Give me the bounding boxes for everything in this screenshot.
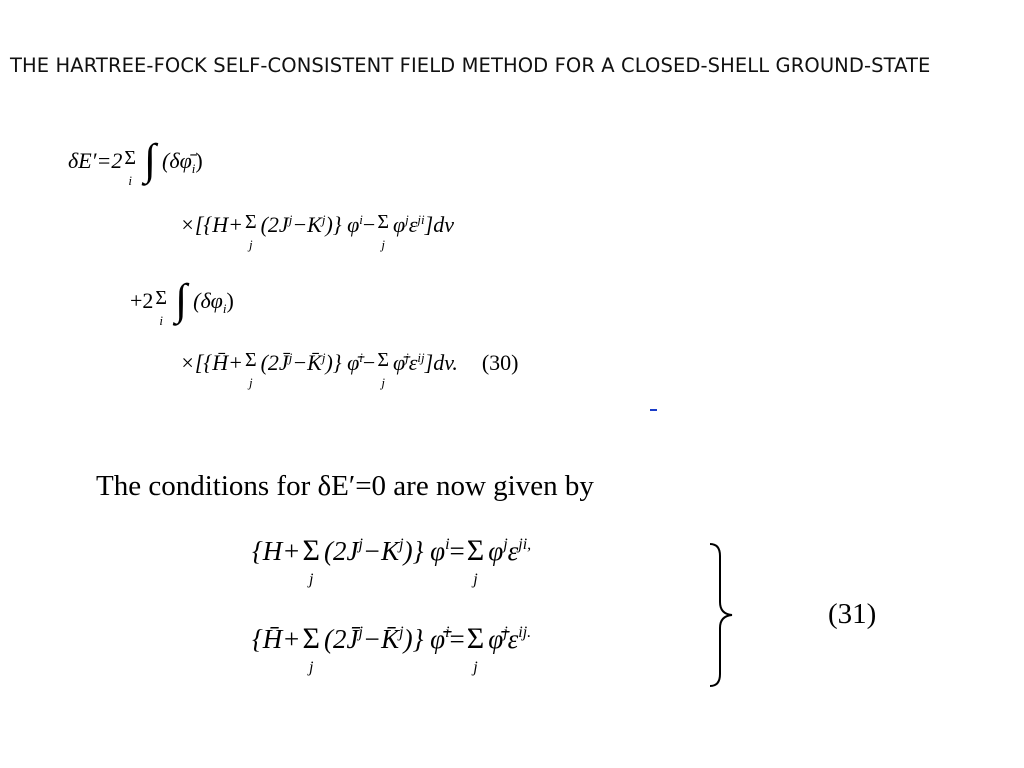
eq30-line4-phi: φ̄ bbox=[392, 350, 406, 375]
eq30-line4-mid: (2J̄ bbox=[260, 350, 289, 375]
eq30-line2-phi: φ bbox=[392, 212, 406, 237]
sum-symbol: Σ j bbox=[244, 211, 257, 252]
eq31-row2-mid: (2J̄ bbox=[323, 624, 359, 654]
eq31-row-2: {H̄+ Σ j (2J̄ j −K̄ j )} φ̄ i = Σ j φ̄ j ε ij. bbox=[252, 622, 532, 676]
eq30-line4-open: ×[{H̄+ bbox=[180, 350, 243, 375]
eq30-line4-dash: − bbox=[362, 350, 376, 375]
conditions-text: The conditions for δE′=0 are now given by bbox=[96, 470, 594, 502]
slide-title: THE HARTREE-FOCK SELF-CONSISTENT FIELD METHOD FOR A CLOSED-SHELL GROUND-STATE bbox=[10, 54, 931, 77]
eq30-line-3 bbox=[130, 275, 234, 328]
eq30-line-4: ×[{H̄+ Σ j (2J̄ j −K̄ j )} φ̄ i − Σ j φ̄ j ε ij ]dv. (30) bbox=[180, 349, 519, 390]
eq31-row1-phi: φ bbox=[488, 536, 504, 566]
eq30-line3-lhs: +2 bbox=[130, 288, 154, 313]
blue-mark bbox=[650, 409, 657, 411]
sum-symbol: Σ i bbox=[124, 147, 136, 188]
eq30-integrand-1: $(\delta\varphī_i)$ bbox=[162, 148, 203, 176]
eq31-row2-phi: φ̄ bbox=[488, 624, 504, 654]
sum-symbol: Σ j bbox=[377, 211, 389, 252]
eq30-line-2: ×[{H+ Σ j (2J j −K j )} φ i − Σ j φ j ε ji ]dv bbox=[180, 211, 454, 252]
eq31-row2-minus: −K̄ bbox=[362, 624, 400, 654]
eq31-row1-close: )} φ bbox=[403, 536, 446, 566]
sum-symbol: Σ j bbox=[302, 622, 320, 676]
equation-number-30: (30) bbox=[481, 350, 519, 375]
eq31-row2-eq: = bbox=[449, 624, 465, 654]
eq30-line2-minus: −K bbox=[292, 212, 322, 237]
eq30-lhs: δE′=2 bbox=[68, 148, 123, 173]
integral-symbol: ∫ bbox=[143, 135, 157, 184]
eq31-row1-open: {H+ bbox=[252, 536, 301, 566]
sum-symbol: Σ j bbox=[466, 534, 485, 588]
sum-symbol: Σ j bbox=[377, 349, 389, 390]
sum-symbol: Σ i bbox=[155, 287, 168, 328]
right-brace bbox=[704, 540, 744, 690]
eq30-line4-minus: −K̄ bbox=[292, 350, 322, 375]
sum-symbol: Σ j bbox=[244, 349, 257, 390]
eq30-line2-open: ×[{H+ bbox=[180, 212, 243, 237]
eq30-line4-close: )} φ̄ bbox=[325, 350, 360, 375]
eq31-row2-close: )} φ̄ bbox=[403, 624, 446, 654]
eq31-row1-minus: −K bbox=[362, 536, 400, 566]
eq31-row1-mid: (2J bbox=[323, 536, 359, 566]
integral-symbol: ∫ bbox=[175, 275, 188, 324]
eq30-line2-dash: − bbox=[362, 212, 376, 237]
eq31-row2-eps: ε bbox=[507, 624, 519, 654]
eq30-line2-eps: ε bbox=[408, 212, 418, 237]
eq30-line-1 bbox=[68, 135, 203, 188]
eq30-line2-end: ]dv bbox=[424, 212, 454, 237]
sum-symbol: Σ j bbox=[302, 534, 320, 588]
eq31-row-1: {H+ Σ j (2J j −K j )} φ i = Σ j φ j ε ji, bbox=[252, 534, 532, 588]
equation-number-31: (31) bbox=[828, 598, 877, 630]
sum-symbol: Σ j bbox=[466, 622, 485, 676]
eq30-line2-close: )} φ bbox=[325, 212, 360, 237]
eq30-line4-eps: ε bbox=[408, 350, 418, 375]
eq30-line4-end: ]dv. bbox=[424, 350, 458, 375]
eq31-row1-eps: ε bbox=[507, 536, 519, 566]
eq31-row1-eq: = bbox=[449, 536, 465, 566]
eq30-integrand-2: $(\delta\varphi_i)$ bbox=[193, 288, 234, 316]
eq30-line2-mid: (2J bbox=[260, 212, 289, 237]
eq31-row2-open: {H̄+ bbox=[252, 624, 301, 654]
